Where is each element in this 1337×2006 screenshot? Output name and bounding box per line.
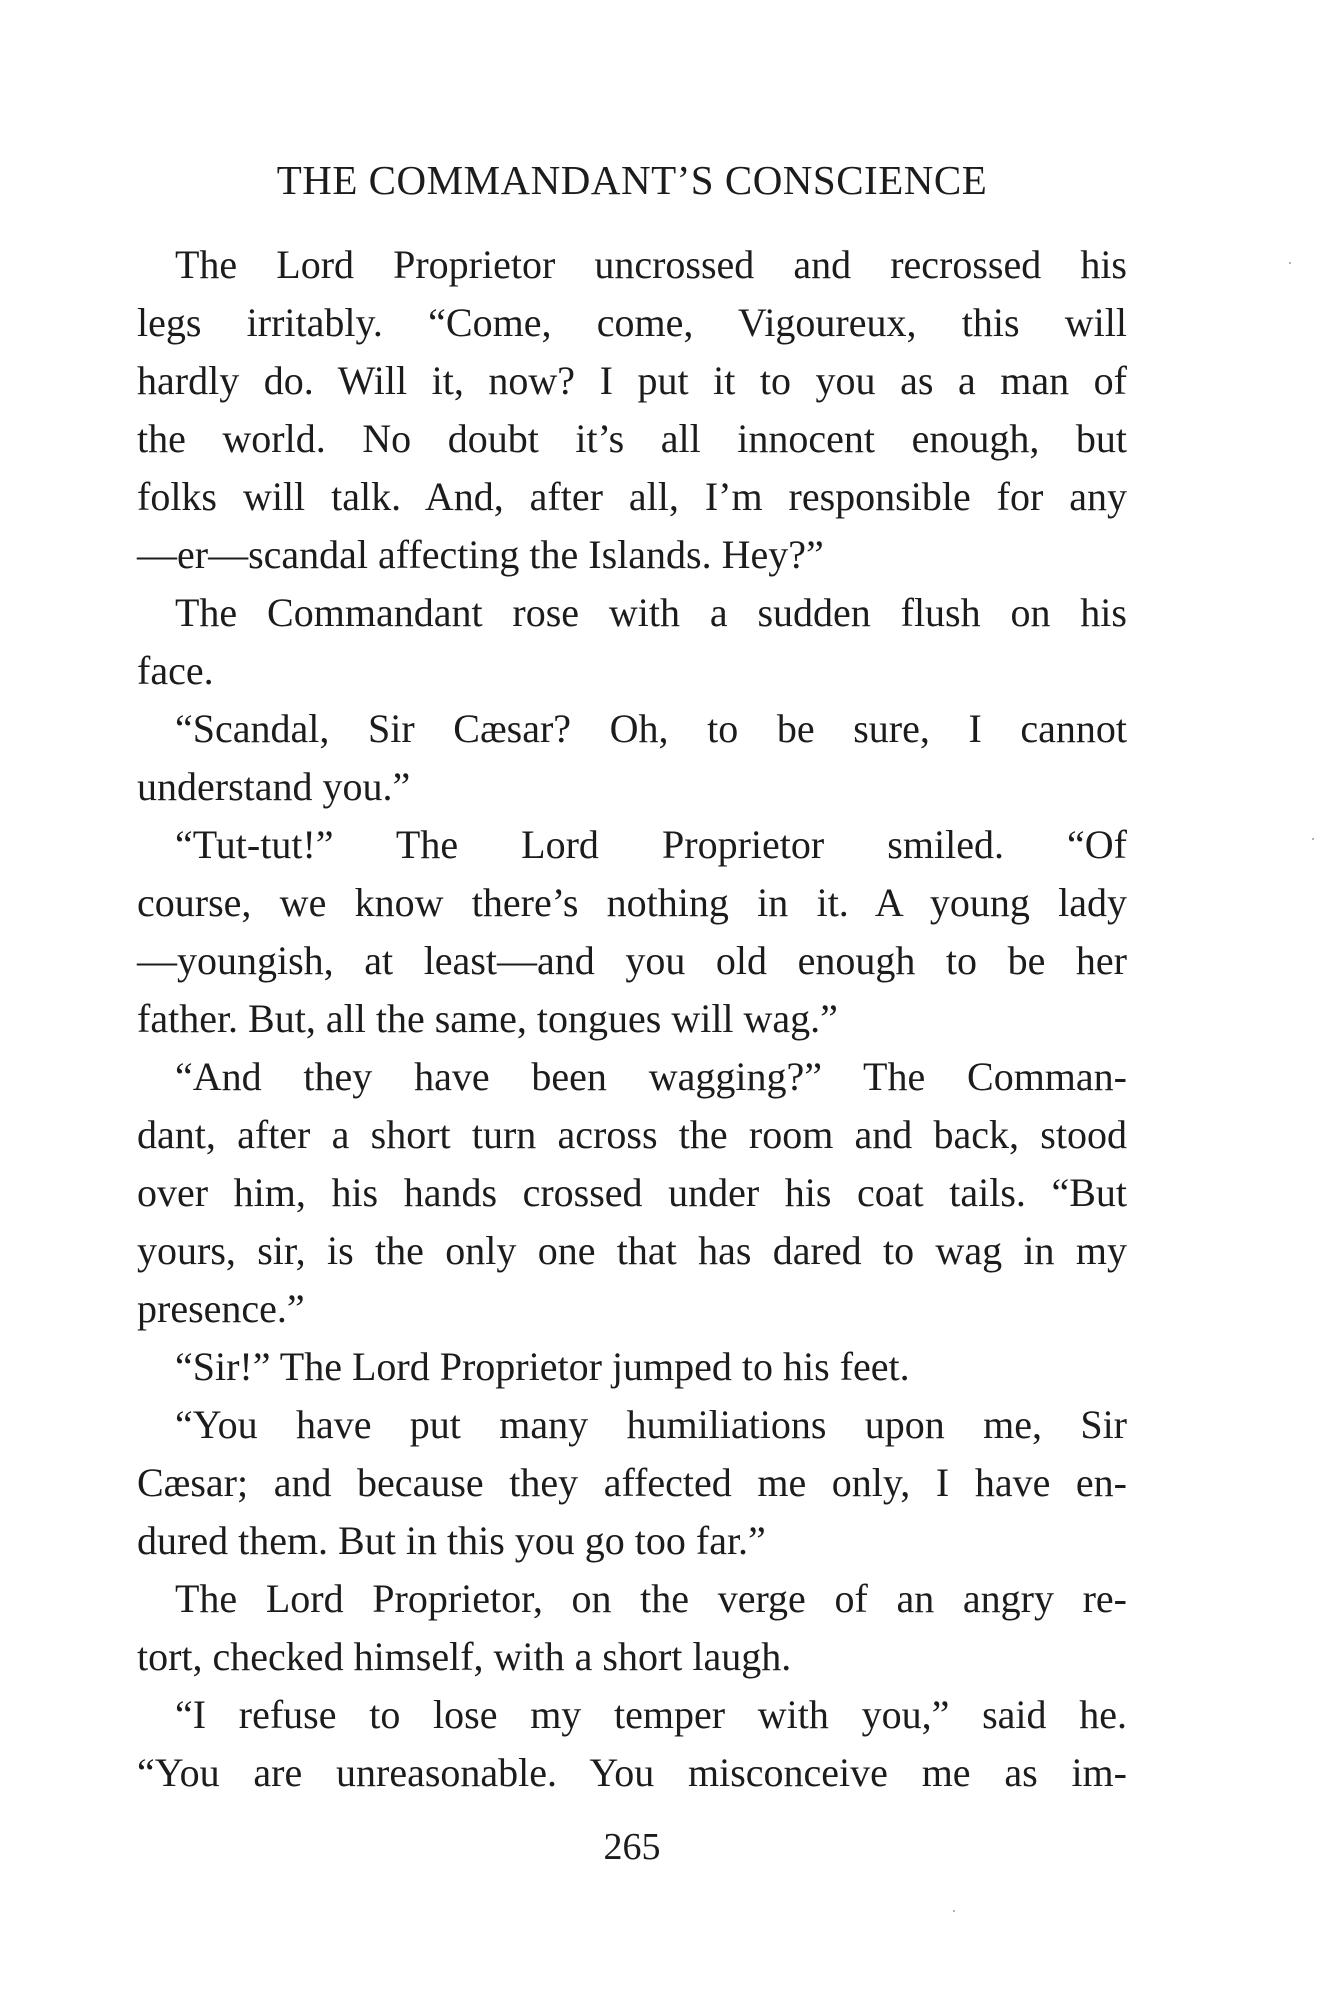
text-line: face. [137,648,214,693]
text-line: “Tut-tut!” The Lord Proprietor smiled. “Of [175,822,1127,867]
paper-speck [1312,838,1314,840]
text-line: legs irritably. “Come, come, Vigoureux, this will [137,300,1127,345]
text-line: Cæsar; and because they affected me only, I have en- [137,1460,1127,1505]
text-line: The Commandant rose with a sudden flush on his [175,590,1127,635]
text-line: father. But, all the same, tongues will wag.” [137,996,838,1041]
text-line: “You have put many humiliations upon me, Sir [175,1402,1127,1447]
paper-speck [1289,262,1291,264]
text-line: dant, after a short turn across the room and back, stood [137,1112,1127,1157]
text-line: “You are unreasonable. You misconceive me as im- [137,1750,1127,1795]
text-line: —youngish, at least—and you old enough to be her [137,938,1127,983]
body-text [137,236,1127,1802]
text-line: folks will talk. And, after all, I’m responsible for any [137,474,1127,519]
text-line: “Sir!” The Lord Proprietor jumped to his feet. [175,1344,910,1389]
text-line: over him, his hands crossed under his coat tails. “But [137,1170,1127,1215]
page-number: 265 [603,1826,661,1868]
text-line: the world. No doubt it’s all innocent enough, but [137,416,1127,461]
text-line: hardly do. Will it, now? I put it to you as a man of [137,358,1127,403]
text-line: The Lord Proprietor, on the verge of an angry re- [175,1576,1127,1621]
text-line: dured them. But in this you go too far.” [137,1518,766,1563]
text-line: presence.” [137,1286,305,1331]
text-line: “I refuse to lose my temper with you,” said he. [175,1692,1127,1737]
text-line: —er—scandal affecting the Islands. Hey?” [137,532,824,577]
text-line: yours, sir, is the only one that has dared to wag in my [137,1228,1127,1273]
text-line: understand you.” [137,764,411,809]
paper-speck [953,1910,955,1912]
text-line: “Scandal, Sir Cæsar? Oh, to be sure, I cannot [175,706,1127,751]
text-line: “And they have been wagging?” The Comman- [175,1054,1127,1099]
text-line: course, we know there’s nothing in it. A young lady [137,880,1127,925]
text-line: tort, checked himself, with a short laugh. [137,1634,792,1679]
text-line: The Lord Proprietor uncrossed and recrossed his [175,242,1127,287]
running-head: THE COMMANDANT’S CONSCIENCE [276,157,988,203]
